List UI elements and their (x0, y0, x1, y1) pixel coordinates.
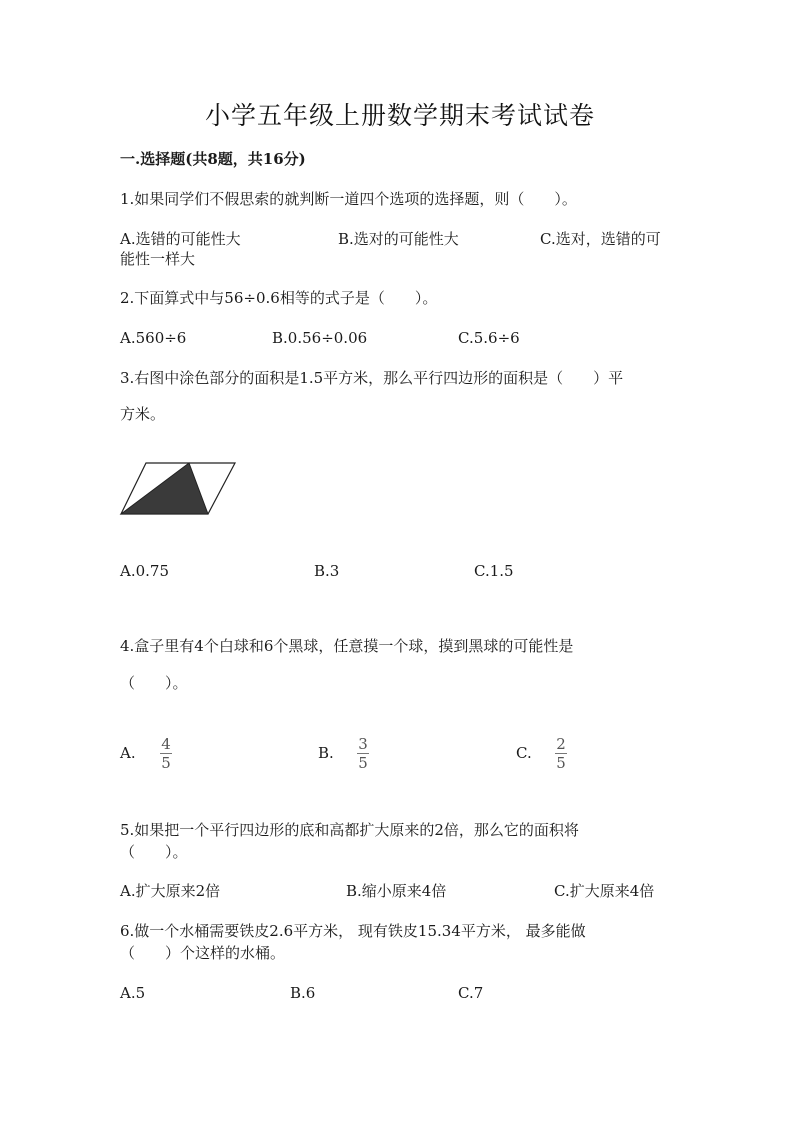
question-2-option-a: A.560÷6 (120, 329, 187, 347)
question-6-stem-line-2: （ ）个这样的水桶。 (120, 944, 286, 962)
fraction-numerator: 4 (161, 735, 171, 753)
question-4-stem-line-2: （ ）。 (120, 674, 188, 692)
question-3-stem-line-1: 3.右图中涂色部分的面积是1.5平方米，那么平行四边形的面积是（ ）平 (120, 369, 624, 387)
question-5-option-a: A.扩大原来2倍 (120, 882, 221, 900)
fraction-denominator: 5 (358, 754, 368, 772)
question-2-option-c: C.5.6÷6 (458, 329, 520, 347)
question-3-option-b: B.3 (314, 562, 340, 580)
question-6-option-a: A.5 (120, 984, 146, 1002)
question-1-option-c-continued: 能性一样大 (120, 250, 196, 268)
fraction-numerator: 3 (358, 735, 368, 753)
fraction-denominator: 5 (556, 754, 566, 772)
question-4-option-c-fraction (555, 736, 567, 771)
question-5-stem-line-2: （ ）。 (120, 843, 188, 861)
question-6-option-b: B.6 (290, 984, 316, 1002)
question-6-option-c: C.7 (458, 984, 484, 1002)
section-heading: 一.选择题(共8题，共16分) (120, 150, 306, 168)
question-4-option-a-label: A. (120, 744, 136, 762)
fraction-numerator: 2 (556, 735, 566, 753)
question-6-stem-line-1: 6.做一个水桶需要铁皮2.6平方米， 现有铁皮15.34平方米， 最多能做 (120, 922, 586, 940)
question-2-stem: 2.下面算式中与56÷0.6相等的式子是（ ）。 (120, 289, 438, 307)
question-3-stem-line-2: 方米。 (120, 405, 166, 423)
question-5-stem-line-1: 5.如果把一个平行四边形的底和高都扩大原来的2倍，那么它的面积将 (120, 821, 579, 839)
question-1-stem: 1.如果同学们不假思索的就判断一道四个选项的选择题，则（ ）。 (120, 190, 577, 208)
question-4-option-b-fraction (357, 736, 369, 771)
page-title: 小学五年级上册数学期末考试试卷 (204, 101, 595, 130)
question-3-option-c: C.1.5 (474, 562, 514, 580)
question-4-option-b-label: B. (318, 744, 334, 762)
question-1-option-c: C.选对，选错的可 (540, 230, 661, 248)
question-1-option-b: B.选对的可能性大 (338, 230, 459, 248)
question-4-option-a-fraction (160, 736, 172, 771)
parallelogram-figure (118, 458, 240, 520)
question-5-option-b: B.缩小原来4倍 (346, 882, 447, 900)
question-2-option-b: B.0.56÷0.06 (272, 329, 368, 347)
question-1-option-a: A.选错的可能性大 (120, 230, 241, 248)
question-4-option-c-label: C. (516, 744, 532, 762)
question-4-stem-line-1: 4.盒子里有4个白球和6个黑球，任意摸一个球，摸到黑球的可能性是 (120, 637, 574, 655)
question-5-option-c: C.扩大原来4倍 (554, 882, 655, 900)
fraction-denominator: 5 (161, 754, 171, 772)
question-3-option-a: A.0.75 (120, 562, 169, 580)
